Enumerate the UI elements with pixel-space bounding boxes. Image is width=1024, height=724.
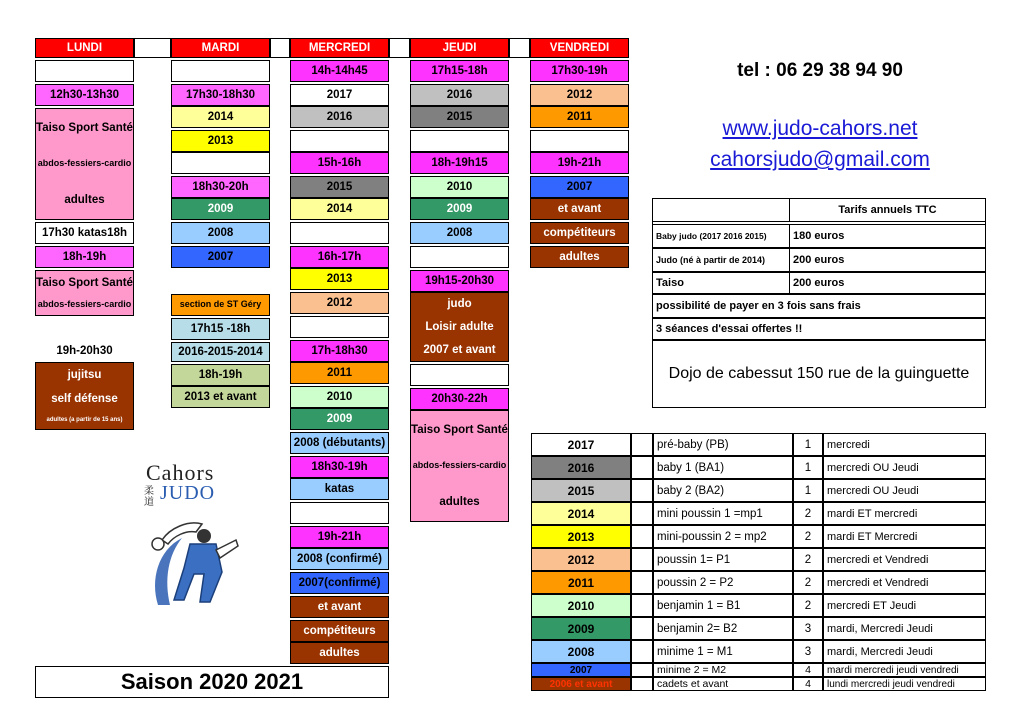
category-year: 2006 et avant (531, 677, 631, 691)
category-name: baby 1 (BA1) (653, 456, 793, 479)
mercredi-competiteurs: compétiteurs (290, 620, 389, 642)
header-spacer (134, 38, 171, 58)
category-year: 2017 (531, 433, 631, 456)
category-sessions: 4 (793, 663, 823, 677)
header-spacer (270, 38, 290, 58)
mercredi-time-3: 16h-17h (290, 246, 389, 268)
category-spacer (631, 663, 653, 677)
judo-fighters-icon (140, 510, 250, 620)
category-name: baby 2 (BA2) (653, 479, 793, 502)
mercredi-year-2017: 2017 (290, 84, 389, 106)
mercredi-year-2008-debutants: 2008 (débutants) (290, 432, 389, 454)
category-spacer (631, 548, 653, 571)
jeudi-time-2: 18h-19h15 (410, 152, 509, 174)
lundi-time-3: 19h-20h30 (56, 345, 113, 357)
jeudi-year-2015: 2015 (410, 106, 509, 128)
category-year: 2008 (531, 640, 631, 663)
vendredi-year-2011: 2011 (530, 106, 629, 128)
mardi-time-1: 17h30-18h30 (171, 84, 270, 106)
header-lundi: LUNDI (35, 38, 134, 58)
mardi-empty (171, 152, 270, 174)
category-spacer (631, 594, 653, 617)
tarifs-header-blank (652, 198, 790, 222)
mercredi-year-2014: 2014 (290, 198, 389, 220)
mardi-years-3: 2016-2015-2014 (171, 342, 270, 362)
vendredi-et-avant: et avant (530, 198, 629, 220)
mercredi-empty (290, 316, 389, 338)
category-days: mercredi OU Jeudi (823, 456, 986, 479)
category-days: mardi ET mercredi (823, 502, 986, 525)
jeudi-empty (410, 246, 509, 268)
category-spacer (631, 456, 653, 479)
lundi-taiso-block-2 (35, 270, 134, 316)
mardi-time-3: 17h15 -18h (171, 318, 270, 340)
category-name: cadets et avant (653, 677, 793, 691)
lundi-jujitsu-block (35, 362, 134, 430)
category-sessions: 1 (793, 433, 823, 456)
mercredi-year-2016: 2016 (290, 106, 389, 128)
category-name: benjamin 1 = B1 (653, 594, 793, 617)
category-sessions: 3 (793, 617, 823, 640)
category-year: 2016 (531, 456, 631, 479)
mardi-time-2: 18h30-20h (171, 176, 270, 198)
mercredi-empty (290, 502, 389, 524)
vendredi-year-2007: 2007 (530, 176, 629, 198)
jeudi-loisir-label: Loisir adulte (425, 320, 494, 333)
category-year: 2013 (531, 525, 631, 548)
tarif-row-price: 180 euros (789, 224, 986, 248)
tarif-row-label: Baby judo (2017 2016 2015) (652, 224, 790, 248)
mardi-year-2008: 2008 (171, 222, 270, 244)
jeudi-judo-label: judo (447, 298, 472, 311)
tarif-note-trial: 3 séances d'essai offertes !! (652, 318, 986, 340)
header-jeudi: JEUDI (410, 38, 509, 58)
mercredi-empty (290, 130, 389, 152)
mardi-time-4: 18h-19h (171, 364, 270, 386)
category-name: mini-poussin 2 = mp2 (653, 525, 793, 548)
lundi-adultes15-label: adultes (a partir de 15 ans) (46, 416, 123, 423)
mercredi-time-4: 17h-18h30 (290, 340, 389, 362)
lundi-katas: 17h30 katas18h (35, 222, 134, 244)
logo-cahors-text: Cahors (146, 460, 215, 485)
tarif-row-label: Judo (né à partir de 2014) (652, 248, 790, 272)
category-sessions: 2 (793, 525, 823, 548)
category-sessions: 2 (793, 571, 823, 594)
jeudi-abdos-label: abdos-fessiers-cardio (412, 460, 507, 471)
category-spacer (631, 571, 653, 594)
category-days: mardi ET Mercredi (823, 525, 986, 548)
category-days: mercredi et Vendredi (823, 571, 986, 594)
lundi-selfdefense-label: self défense (51, 392, 118, 405)
category-sessions: 3 (793, 640, 823, 663)
mercredi-time-6: 19h-21h (290, 526, 389, 548)
jeudi-time-3: 19h15-20h30 (410, 270, 509, 292)
mercredi-time-1: 14h-14h45 (290, 60, 389, 82)
header-mercredi: MERCREDI (290, 38, 389, 58)
category-days: mercredi OU Jeudi (823, 479, 986, 502)
lundi-taiso-label: Taiso Sport Santé (36, 276, 133, 289)
category-name: minime 2 = M2 (653, 663, 793, 677)
mercredi-year-2011: 2011 (290, 362, 389, 384)
mardi-year-2013: 2013 (171, 130, 270, 152)
vendredi-year-2012: 2012 (530, 84, 629, 106)
mardi-year-2014: 2014 (171, 106, 270, 128)
website-link[interactable]: www.judo-cahors.net (722, 117, 918, 140)
jeudi-year-2010: 2010 (410, 176, 509, 198)
mercredi-time-2: 15h-16h (290, 152, 389, 174)
category-spacer (631, 479, 653, 502)
mercredi-empty (290, 222, 389, 244)
category-spacer (631, 677, 653, 691)
jeudi-time-1: 17h15-18h (410, 60, 509, 82)
mercredi-year-2013: 2013 (290, 268, 389, 290)
category-year: 2014 (531, 502, 631, 525)
category-year: 2009 (531, 617, 631, 640)
jeudi-taiso-label: Taiso Sport Santé (411, 423, 508, 436)
jeudi-year-2008: 2008 (410, 222, 509, 244)
jeudi-judo-block (410, 292, 509, 362)
mercredi-time-5: 18h30-19h (290, 456, 389, 478)
lundi-empty (35, 60, 134, 82)
tarif-note-payment: possibilité de payer en 3 fois sans frais (652, 294, 986, 318)
category-year: 2011 (531, 571, 631, 594)
category-sessions: 1 (793, 479, 823, 502)
category-spacer (631, 525, 653, 548)
mercredi-year-2008-confirme: 2008 (confirmé) (290, 548, 389, 570)
lundi-jujitsu-label: jujitsu (67, 368, 102, 381)
mardi-year-2007: 2007 (171, 246, 270, 268)
mercredi-katas: katas (290, 478, 389, 500)
logo-judo-text: JUDO (160, 482, 216, 504)
jeudi-taiso-block (410, 410, 509, 522)
lundi-taiso-label: Taiso Sport Santé (36, 121, 133, 134)
jeudi-empty (410, 364, 509, 386)
mercredi-year-2015: 2015 (290, 176, 389, 198)
category-year: 2007 (531, 663, 631, 677)
vendredi-adultes: adultes (530, 246, 629, 268)
vendredi-empty (530, 130, 629, 152)
category-name: benjamin 2= B2 (653, 617, 793, 640)
lundi-abdos-label: abdos-fessiers-cardio (37, 298, 132, 309)
category-sessions: 1 (793, 456, 823, 479)
lundi-taiso-block-1 (35, 108, 134, 220)
header-vendredi: VENDREDI (530, 38, 629, 58)
logo-kanji: 柔道 (144, 486, 154, 508)
mercredi-year-2009: 2009 (290, 408, 389, 430)
category-days: mardi, Mercredi Jeudi (823, 617, 986, 640)
mercredi-year-2010: 2010 (290, 386, 389, 408)
category-days: mercredi ET Jeudi (823, 594, 986, 617)
category-days: mercredi (823, 433, 986, 456)
tarif-row-price: 200 euros (789, 272, 986, 294)
category-name: mini poussin 1 =mp1 (653, 502, 793, 525)
category-spacer (631, 502, 653, 525)
category-spacer (631, 617, 653, 640)
vendredi-competiteurs: compétiteurs (530, 222, 629, 244)
jeudi-time-4: 20h30-22h (410, 388, 509, 410)
saison-title: Saison 2020 2021 (35, 666, 389, 698)
lundi-time-2: 18h-19h (35, 246, 134, 268)
lundi-adultes-label: adultes (64, 194, 105, 207)
tarif-row-price: 200 euros (789, 248, 986, 272)
category-year: 2015 (531, 479, 631, 502)
category-name: poussin 1= P1 (653, 548, 793, 571)
dojo-address: Dojo de cabessut 150 rue de la guinguette (652, 340, 986, 408)
vendredi-time-2: 19h-21h (530, 152, 629, 174)
mercredi-year-2007-confirme: 2007(confirmé) (290, 572, 389, 594)
tarif-row-label: Taiso (652, 272, 790, 294)
category-days: mardi, Mercredi Jeudi (823, 640, 986, 663)
jeudi-empty (410, 130, 509, 152)
email-link[interactable]: cahorsjudo@gmail.com (710, 148, 930, 171)
mercredi-adultes: adultes (290, 642, 389, 664)
category-name: minime 1 = M1 (653, 640, 793, 663)
mardi-section-stgery: section de ST Géry (171, 294, 270, 316)
category-days: mercredi et Vendredi (823, 548, 986, 571)
jeudi-year-2016: 2016 (410, 84, 509, 106)
category-name: poussin 2 = P2 (653, 571, 793, 594)
mardi-empty (171, 60, 270, 82)
category-sessions: 2 (793, 548, 823, 571)
phone-number: tel : 06 29 38 94 90 (737, 60, 903, 81)
category-year: 2010 (531, 594, 631, 617)
jeudi-year-2009: 2009 (410, 198, 509, 220)
tarifs-header: Tarifs annuels TTC (789, 198, 986, 222)
category-spacer (631, 640, 653, 663)
header-mardi: MARDI (171, 38, 270, 58)
lundi-time-1: 12h30-13h30 (35, 84, 134, 106)
category-sessions: 2 (793, 594, 823, 617)
category-spacer (631, 433, 653, 456)
category-year: 2012 (531, 548, 631, 571)
category-days: lundi mercredi jeudi vendredi (823, 677, 986, 691)
jeudi-2007-label: 2007 et avant (423, 343, 496, 356)
jeudi-adultes-label: adultes (439, 496, 480, 509)
mercredi-et-avant: et avant (290, 596, 389, 618)
header-spacer (389, 38, 410, 58)
lundi-abdos-label: abdos-fessiers-cardio (37, 158, 132, 169)
category-name: pré-baby (PB) (653, 433, 793, 456)
category-days: mardi mercredi jeudi vendredi (823, 663, 986, 677)
club-logo (140, 460, 250, 620)
vendredi-time-1: 17h30-19h (530, 60, 629, 82)
category-sessions: 4 (793, 677, 823, 691)
category-sessions: 2 (793, 502, 823, 525)
mardi-year-2009: 2009 (171, 198, 270, 220)
mercredi-year-2012: 2012 (290, 292, 389, 314)
header-spacer (509, 38, 530, 58)
mardi-years-4: 2013 et avant (171, 386, 270, 408)
